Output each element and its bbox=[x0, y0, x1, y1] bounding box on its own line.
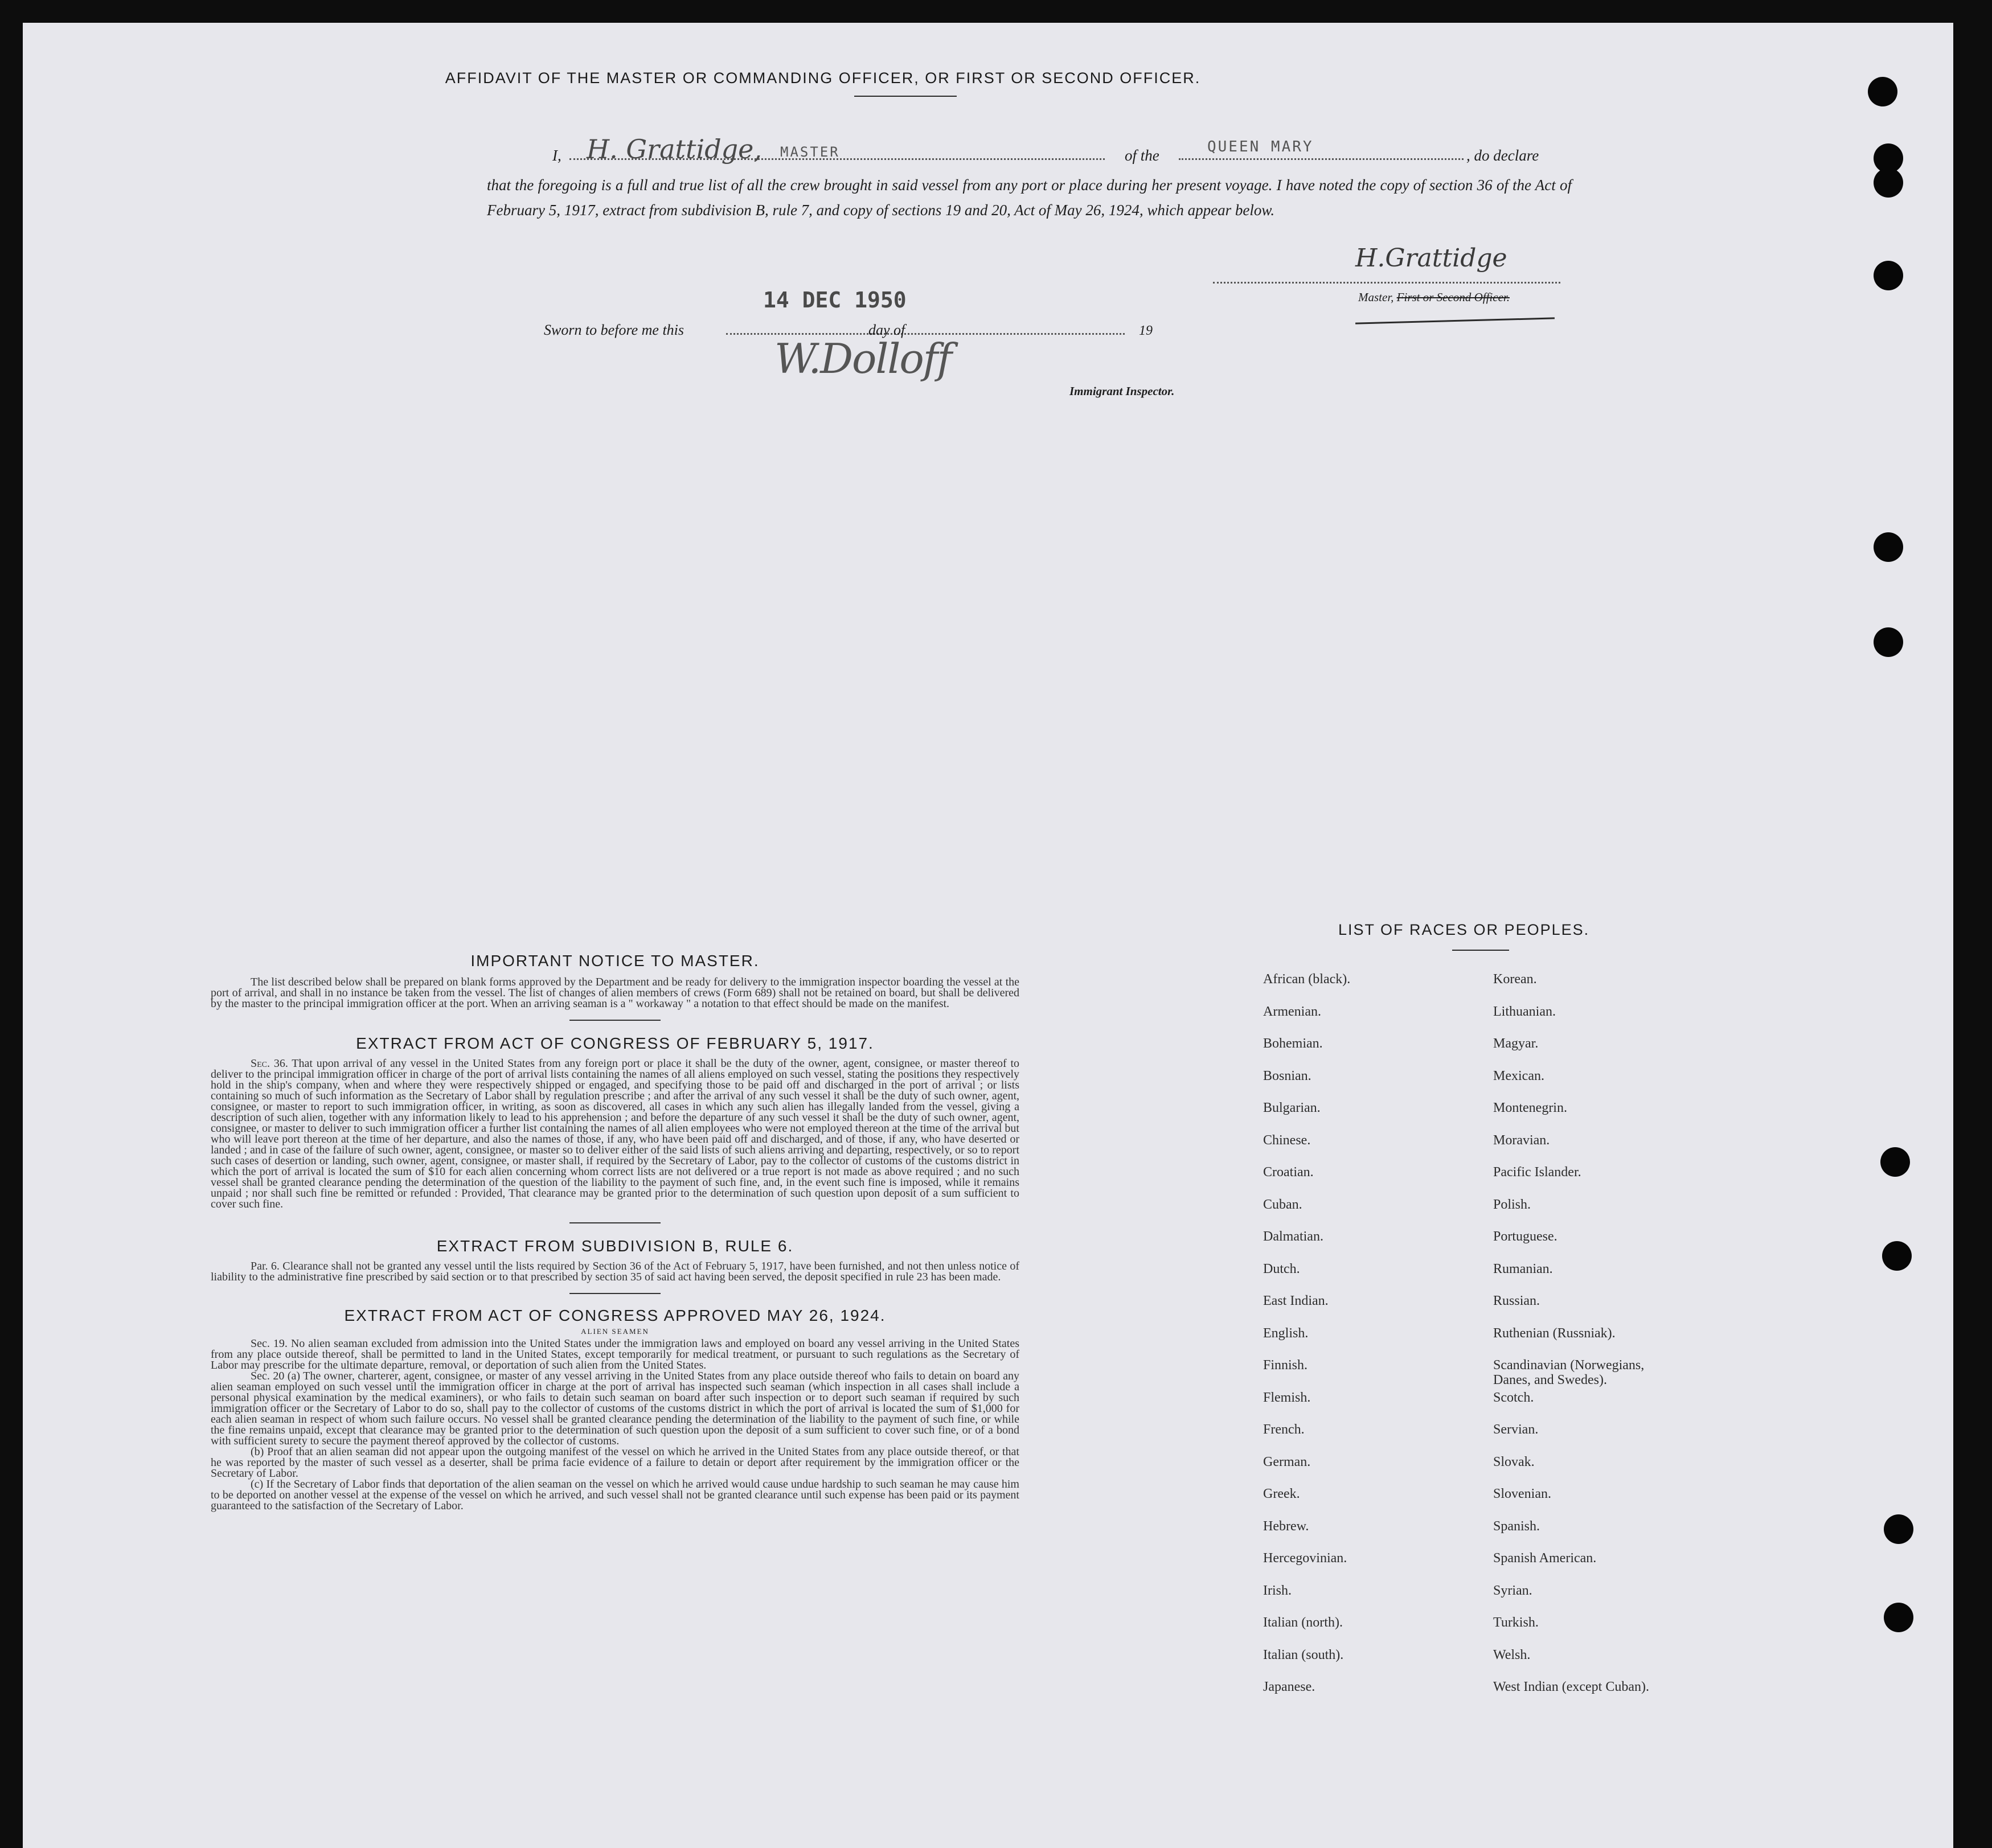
punch-hole bbox=[1874, 532, 1903, 562]
race-item: Italian (north). bbox=[1263, 1615, 1343, 1630]
notice-section bbox=[211, 952, 1019, 1512]
race-item: Welsh. bbox=[1493, 1647, 1531, 1662]
race-item: Italian (south). bbox=[1263, 1647, 1344, 1662]
races-title-underline bbox=[1452, 950, 1509, 951]
race-item: Bohemian. bbox=[1263, 1036, 1323, 1051]
race-item: Greek. bbox=[1263, 1486, 1300, 1501]
race-item: Japanese. bbox=[1263, 1679, 1315, 1694]
race-item: Scotch. bbox=[1493, 1390, 1534, 1405]
race-item: Servian. bbox=[1493, 1422, 1539, 1437]
extract-rule6-text: Par. 6. Clearance shall not be granted any vessel until the lists required by Section 36 of the Act of February 5, 1917, have been furnished, and not then unless notice of liability to the administrative fine prescribed by said section or to that prescribed by section 35 of said act having been served, the deposit specified in rule 23 has been made. bbox=[211, 1260, 1019, 1283]
race-item: Scandinavian (Norwegians, Danes, and Swedes). bbox=[1493, 1358, 1645, 1387]
race-item: Ruthenian (Russniak). bbox=[1493, 1325, 1616, 1341]
race-item: Portuguese. bbox=[1493, 1229, 1557, 1244]
race-item: Polish. bbox=[1493, 1197, 1531, 1212]
extract-1917-body: That upon arrival of any vessel in the United States from any foreign port or place it shall be the duty of the owner, agent, consignee, or master thereof to deliver to the principal immigration officer in charge of the port of arrival lists containing the names of all aliens employed on such vessel, stating the positions they respectively hold in the ship's company, when and where they were respectively shipped or engaged, and specifying those to be paid off and discharged in the port of arrival ; or lists containing so much of such information as the Secretary of Labor shall by regulation prescribe ; and after the arrival of any such vessel it shall be the duty of such owner, agent, consignee, or master to report to such immigration officer, in writing, as soon as discovered, all cases in which any such alien has illegally landed from the vessel, giving a description of such alien, together with any information likely to lead to his apprehension ; and before the departure of any such vessel it shall be the duty of such owner, agent, consignee, or master to deliver to such immigration officer a further list containing the names of all alien employees who were not employed thereon at the time of the arrival but who will leave port thereon at the time of her departure, and also the names of those, if any, who have been paid off and discharged, and of those, if any, who have deserted or landed ; and in case of the failure of such owner, agent, consignee, or master so to deliver either of the said lists of such aliens arriving and departing, respectively, or so to report such cases of desertion or landing, such owner, agent, consignee, or master shall, if required by the Secretary of Labor, pay to the collector of customs of the customs district in which the port of arrival is located the sum of $10 for each alien concerning whom correct lists are not delivered or a true report is not made as above required ; and no such vessel shall be granted clearance pending the determination of the question of the liability to the payment of such fine, and, in the event such fine is imposed, while it remains unpaid ; nor shall such fine be remitted or refunded : Provided, That clearance may be granted prior to the determination of such question upon deposit of a sum sufficient to cover such fine. bbox=[211, 1057, 1020, 1210]
race-item: West Indian (except Cuban). bbox=[1493, 1679, 1649, 1694]
race-item: Magyar. bbox=[1493, 1036, 1539, 1051]
race-item: Armenian. bbox=[1263, 1004, 1321, 1019]
race-item: East Indian. bbox=[1263, 1293, 1329, 1308]
punch-hole bbox=[1874, 168, 1903, 198]
vessel-name-stamp: QUEEN MARY bbox=[1207, 138, 1314, 155]
master-signature: H.Grattidge bbox=[1355, 244, 1507, 273]
race-item: Korean. bbox=[1493, 972, 1537, 987]
extract-rule6-title: EXTRACT FROM SUBDIVISION B, RULE 6. bbox=[436, 1237, 794, 1255]
punch-hole bbox=[1874, 261, 1903, 290]
extract-1917-sec-label: Sec. 36. bbox=[251, 1057, 288, 1070]
race-item: Dutch. bbox=[1263, 1261, 1300, 1276]
section-divider bbox=[569, 1293, 661, 1294]
notice-text: The list described below shall be prepared on blank forms approved by the Department and be ready for delivery to the immigration inspector boarding the vessel at the port of arrival, and shall in no instance be taken from the vessel. The list of changes of alien members of crews (Form 689) shall not be retained on board, but shall be delivered by the master to the principal immigration officer at the port. When an arriving seaman is a " workaway " a notation to that effect should be made on the manifest. bbox=[211, 976, 1019, 1010]
race-item: Moravian. bbox=[1493, 1132, 1550, 1148]
master-signature-name: H. Grattidge, bbox=[587, 134, 762, 165]
extract-1924-sec20c: (c) If the Secretary of Labor finds that deportation of the alien seaman on the vessel on which he arrived would cause undue hardship to such seaman he may cause him to be deported on another vessel at the expense of the vessel on which he arrived, and such vessel shall not be granted clearance until such expense has been paid or its payment guaranteed to the satisfaction of the Secretary of Labor. bbox=[211, 1478, 1019, 1512]
extract-1917-title: EXTRACT FROM ACT OF CONGRESS OF FEBRUARY 5, 1917. bbox=[356, 1034, 874, 1052]
document-page bbox=[23, 23, 1953, 1848]
race-item: Flemish. bbox=[1263, 1390, 1311, 1405]
master-signature-line bbox=[1213, 282, 1560, 284]
race-item: Rumanian. bbox=[1493, 1261, 1553, 1276]
race-item: Dalmatian. bbox=[1263, 1229, 1323, 1244]
punch-hole bbox=[1874, 627, 1903, 657]
race-item: Croatian. bbox=[1263, 1165, 1314, 1180]
race-item: Syrian. bbox=[1493, 1583, 1532, 1598]
date-stamp: 14 DEC 1950 bbox=[763, 288, 907, 313]
race-item: Slovak. bbox=[1493, 1454, 1535, 1469]
inspector-signature: W.Dolloff bbox=[774, 335, 952, 383]
race-item: Bosnian. bbox=[1263, 1068, 1311, 1083]
race-item: Mexican. bbox=[1493, 1068, 1544, 1083]
races-title: LIST OF RACES OR PEOPLES. bbox=[1338, 921, 1590, 938]
punch-hole bbox=[1880, 1147, 1910, 1177]
inspector-caption: Immigrant Inspector. bbox=[1069, 384, 1175, 398]
race-item: African (black). bbox=[1263, 972, 1351, 987]
race-item: Irish. bbox=[1263, 1583, 1292, 1598]
vessel-name-line bbox=[1179, 158, 1464, 160]
race-item: Chinese. bbox=[1263, 1132, 1311, 1148]
extract-1924-title: EXTRACT FROM ACT OF CONGRESS APPROVED MAY 26, 1924. bbox=[344, 1307, 886, 1324]
extract-1924-subtitle: ALIEN SEAMEN bbox=[581, 1327, 649, 1336]
race-item: English. bbox=[1263, 1325, 1309, 1341]
extract-1924-sec20b: (b) Proof that an alien seaman did not appear upon the outgoing manifest of the vessel on which he arrived in the United States from any place outside thereof, or that he was reported by the master of such vessel as a deserter, shall be prima facie evidence of a failure to detain or deport after requirement by the immigration officer or the Secretary of Labor. bbox=[211, 1445, 1019, 1480]
race-item: Spanish. bbox=[1493, 1518, 1540, 1534]
affidavit-i-text: I, bbox=[552, 147, 561, 164]
section-divider bbox=[569, 1020, 661, 1021]
extract-1917-text bbox=[211, 1058, 1019, 1210]
struck-officer-text: First or Second Officer. bbox=[1396, 290, 1510, 304]
master-title-stamp: MASTER bbox=[780, 144, 840, 160]
race-item: Hebrew. bbox=[1263, 1518, 1309, 1534]
race-item: Lithuanian. bbox=[1493, 1004, 1556, 1019]
race-item: Spanish American. bbox=[1493, 1551, 1597, 1566]
race-item: Pacific Islander. bbox=[1493, 1165, 1581, 1180]
race-item: Montenegrin. bbox=[1493, 1100, 1567, 1115]
punch-hole bbox=[1868, 77, 1897, 106]
signature-flourish bbox=[1355, 317, 1555, 324]
punch-hole bbox=[1884, 1603, 1913, 1632]
race-item: German. bbox=[1263, 1454, 1311, 1469]
sworn-text: Sworn to before me this bbox=[544, 322, 685, 338]
race-item: Turkish. bbox=[1493, 1615, 1539, 1630]
year-prefix-text: 19 bbox=[1139, 323, 1153, 338]
race-item: Cuban. bbox=[1263, 1197, 1302, 1212]
punch-hole bbox=[1884, 1514, 1913, 1544]
race-item: Slovenian. bbox=[1493, 1486, 1551, 1501]
punch-hole bbox=[1882, 1241, 1912, 1271]
master-role-label: Master, bbox=[1358, 290, 1394, 304]
master-role-caption bbox=[1358, 290, 1510, 305]
of-the-text: of the bbox=[1125, 147, 1159, 164]
race-item: Bulgarian. bbox=[1263, 1100, 1321, 1115]
affidavit-title: AFFIDAVIT OF THE MASTER OR COMMANDING OFFICER, OR FIRST OR SECOND OFFICER. bbox=[445, 69, 1201, 87]
title-underline bbox=[854, 96, 957, 97]
race-item: Hercegovinian. bbox=[1263, 1551, 1347, 1566]
extract-1924-sec20a: Sec. 20 (a) The owner, charterer, agent, consignee, or master of any vessel arriving in the United States from any place outside thereof who fails to detain on board any alien seaman employed on such vessel until the immigration officer in charge at the port of arrival has inspected such seaman (which inspection in all cases shall include a personal physical examination by the medical examiners), or who fails to detain such seaman on board after such inspection or to deport such seaman if required by such immigration officer or the Secretary of Labor to do so, shall pay to the collector of customs of the customs district in which the port of arrival is located the sum of $1,000 for each alien seaman in respect of whom such failure occurs. No vessel shall be granted clearance pending the determination of the liability to the payment of such fine, or while the fine remains unpaid, except that clearance may be granted prior to the determination of such question upon the deposit of a sum sufficient to cover such fine, or of a bond with sufficient surety to secure the payment thereof approved by the collector of customs. bbox=[211, 1370, 1019, 1447]
section-divider bbox=[569, 1222, 661, 1223]
race-item: Finnish. bbox=[1263, 1358, 1308, 1373]
affidavit-body: that the foregoing is a full and true list of all the crew brought in said vessel from any port or place during her present voyage. I have noted the copy of section 36 of the Act of February 5, 1917, extract from subdivision B, rule 7, and copy of sections 19 and 20, Act of May 26, 1924, which appear below. bbox=[487, 176, 1572, 219]
race-item: Russian. bbox=[1493, 1293, 1540, 1308]
extract-1924-sec19: Sec. 19. No alien seaman excluded from admission into the United States under the immigration laws and employed on board any vessel arriving in the United States from any place outside thereof, shall be permitted to land in the United States, except temporarily for medical treatment, or pursuant to such regulations as the Secretary of Labor may prescribe for the ultimate departure, removal, or deportation of such alien from the United States. bbox=[211, 1337, 1019, 1371]
day-of-text: day of bbox=[868, 322, 905, 338]
notice-title: IMPORTANT NOTICE TO MASTER. bbox=[470, 952, 760, 970]
race-item: French. bbox=[1263, 1422, 1305, 1437]
do-declare-text: , do declare bbox=[1466, 147, 1539, 164]
